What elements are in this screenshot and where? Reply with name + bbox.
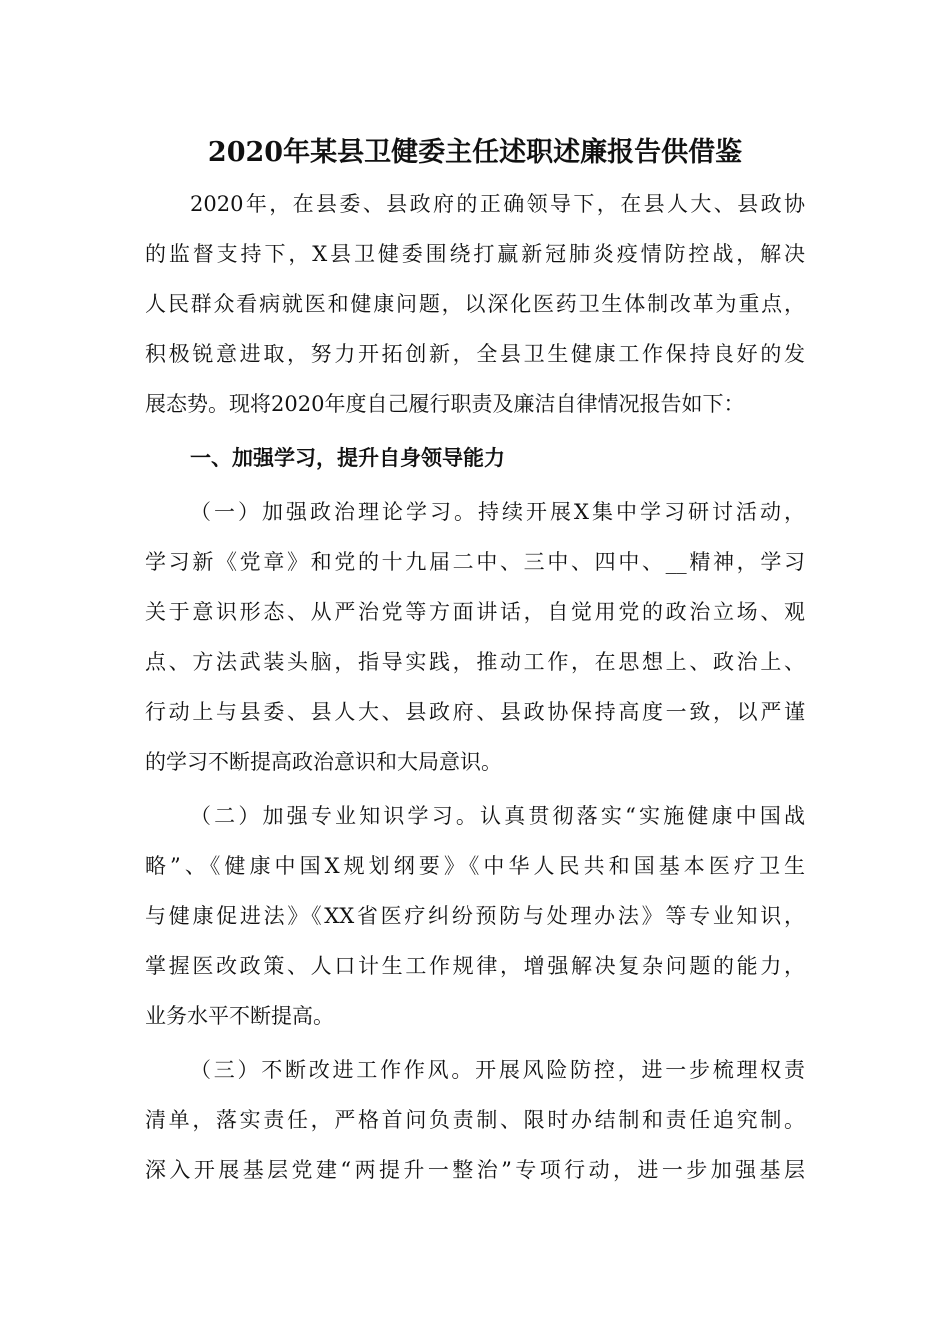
- paragraph-line: 行动上与县委、县人大、县政府、县政协保持高度一致，以严谨: [145, 700, 805, 724]
- paragraph-line: （三）不断改进工作作风。开展风险防控，进一步梳理权责: [190, 1058, 805, 1082]
- paragraph-line: 点、方法武装头脑，指导实践，推动工作，在思想上、政治上、: [145, 650, 805, 674]
- paragraph-line: 关于意识形态、从严治党等方面讲话，自觉用党的政治立场、观: [145, 600, 805, 624]
- paragraph-line: 业务水平不断提高。: [145, 1004, 334, 1028]
- section-heading: 一、加强学习，提升自身领导能力: [190, 445, 505, 470]
- paragraph-line: 学习新《党章》和党的十九届二中、三中、四中、__精神，学习: [145, 550, 805, 574]
- paragraph-line: 的监督支持下，X县卫健委围绕打赢新冠肺炎疫情防控战，解决: [145, 242, 805, 266]
- paragraph-line: 的学习不断提高政治意识和大局意识。: [145, 750, 502, 774]
- paragraph-line: 深入开展基层党建“两提升一整治”专项行动，进一步加强基层: [145, 1158, 805, 1182]
- paragraph-line: （一）加强政治理论学习。持续开展X集中学习研讨活动，: [190, 500, 805, 524]
- paragraph-line: 清单，落实责任，严格首问负责制、限时办结制和责任追究制。: [145, 1108, 805, 1132]
- paragraph-line: 积极锐意进取，努力开拓创新，全县卫生健康工作保持良好的发: [145, 342, 805, 366]
- paragraph-line: 略”、《健康中国X规划纲要》《中华人民共和国基本医疗卫生: [145, 854, 805, 878]
- paragraph-line: 2020年，在县委、县政府的正确领导下，在县人大、县政协: [190, 192, 805, 216]
- paragraph-line: （二）加强专业知识学习。认真贯彻落实“实施健康中国战: [190, 804, 805, 828]
- paragraph-line: 与健康促进法》《XX省医疗纠纷预防与处理办法》等专业知识，: [145, 904, 805, 928]
- document-title: 2020年某县卫健委主任述职述廉报告供借鉴: [207, 137, 743, 168]
- paragraph-line: 掌握医改政策、人口计生工作规律，增强解决复杂问题的能力，: [145, 954, 805, 978]
- paragraph-line: 人民群众看病就医和健康问题，以深化医药卫生体制改革为重点，: [145, 292, 805, 316]
- paragraph-line: 展态势。现将2020年度自己履行职责及廉洁自律情况报告如下：: [145, 392, 745, 416]
